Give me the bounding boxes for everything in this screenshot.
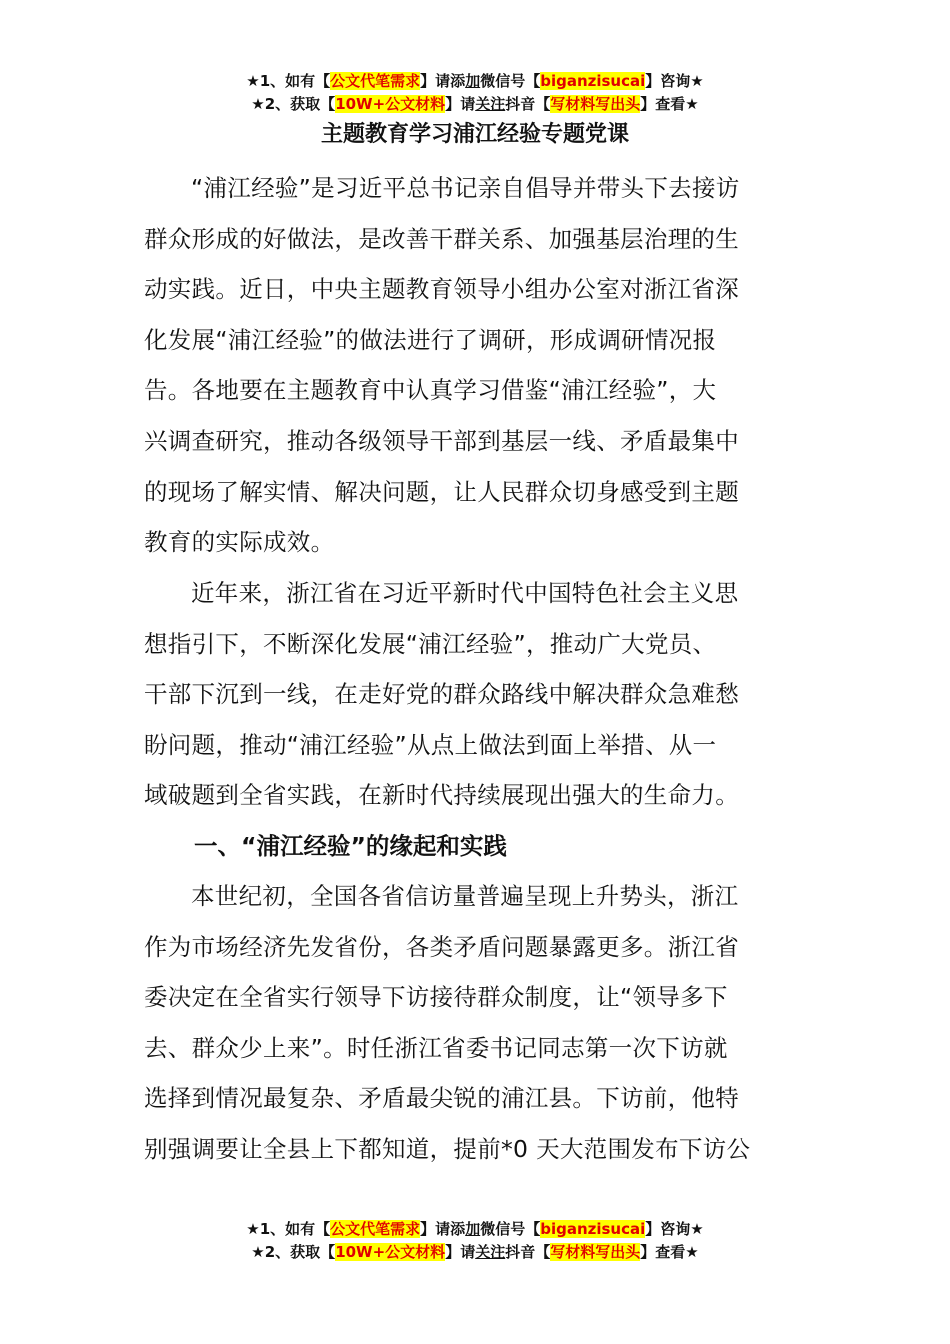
- footer-highlight-wechat-id: biganzisucai: [540, 1220, 646, 1238]
- highlight-wechat-id: biganzisucai: [540, 72, 646, 90]
- footer-highlight-service: 公文代笔需求: [330, 1220, 421, 1238]
- footer-highlight-douyin: 写材料写出头: [550, 1243, 641, 1261]
- document-title: 主题教育学习浦江经验专题党课: [320, 122, 629, 147]
- footer-line-2: ★2、获取【10W+公文材料】请关注抖音【写材料写出头】查看★: [251, 1243, 699, 1261]
- highlight-douyin: 写材料写出头: [550, 95, 641, 113]
- footer-banner: [0, 1218, 950, 1264]
- footer-highlight-materials: 10W+公文材料: [335, 1243, 446, 1261]
- highlight-service: 公文代笔需求: [330, 72, 421, 90]
- footer-line-1: ★1、如有【公文代笔需求】请添加微信号【biganzisucai】咨询★: [246, 1220, 704, 1238]
- highlight-materials: 10W+公文材料: [335, 95, 446, 113]
- paragraph-1: “浦江经验”是习近平总书记亲自倡导并带头下去接访 群众形成的好做法，是改善干群关系、加强基层治理的生 动实践。近日，中央主题教育领导小组办公室对浙江省深 化发展“浦江经验”的做法进行了调研，形成调研情况报 告。各地要在主题教育中认真学习借鉴“浦江经验”，大 兴调查研究，推动各级领导干部到基层一线、矛盾最集中 的现场了解实情、解决问题，让人民群众切身感受到主题 教育的实际成效。: [144, 174, 740, 557]
- paragraph-3: 本世纪初，全国各省信访量普遍呈现上升势头，浙江 作为市场经济先发省份，各类矛盾问题暴露更多。浙江省 委决定在全省实行领导下访接待群众制度，让“领导多下 去、群众少上来”。时任浙江省委书记同志第一次下访就 选择到情况最复杂、矛盾最尖锐的浦江县。下访前，他特 别强调要让全县上下都知道，提前*0 天大范围发布下访公: [144, 882, 751, 1163]
- section-heading-1: 一、“浦江经验”的缘起和实践: [194, 832, 507, 860]
- header-banner: [0, 70, 950, 116]
- banner-line-1: ★1、如有【公文代笔需求】请添加微信号【biganzisucai】咨询★: [246, 72, 704, 90]
- banner-line-2: ★2、获取【10W+公文材料】请关注抖音【写材料写出头】查看★: [251, 95, 699, 113]
- paragraph-2: 近年来，浙江省在习近平新时代中国特色社会主义思 想指引下，不断深化发展“浦江经验”，推动广大党员、 干部下沉到一线，在走好党的群众路线中解决群众急难愁 盼问题，推动“浦江经验”从点上做法到面上举措、从一 域破题到全省实践，在新时代持续展现出强大的生命力。: [144, 579, 739, 810]
